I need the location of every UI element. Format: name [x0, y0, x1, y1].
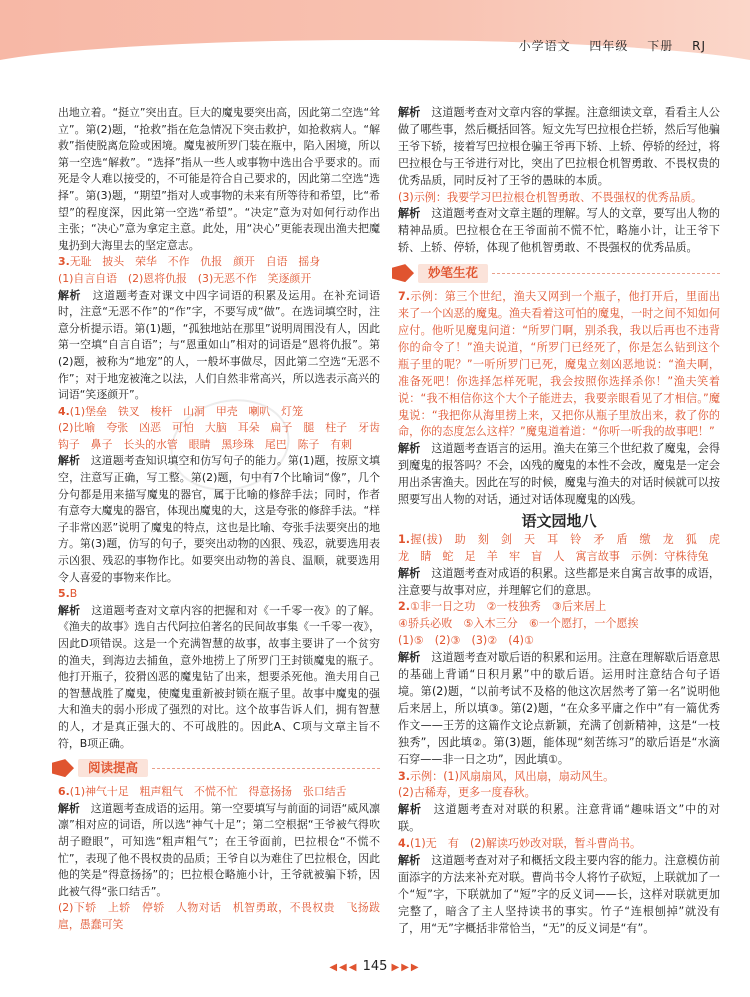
q7-number: 7. [398, 290, 410, 304]
r2-analysis [398, 206, 720, 257]
next-arrows-icon: ▶▶▶ [391, 962, 421, 973]
header-meta [505, 38, 706, 55]
q5-analysis-label: 解析 [58, 603, 81, 617]
section-writing-title: 妙笔生花 [418, 264, 488, 283]
g2-answer1: ①非一日之功 ②一枝独秀 ③后来居上 [409, 600, 607, 614]
g4-answer-text: (1)无 有 (2)解读巧妙改对联，暂斗曹尚书。 [409, 837, 642, 851]
g4-number: 4. [398, 837, 410, 851]
q5-answer: B [69, 587, 78, 601]
q3-answer1: 无耻 披头 荣华 不作 仇报 颜开 自语 摇身 [69, 255, 321, 269]
section-rule [152, 768, 380, 769]
g2-analysis-text: 这道题考查对歇后语的积累和运用。注意在理解歇后语意思的基础上背诵“日积月累”中的歇后语。运用时注意结合句子语境。第(2)题，“以前考试不及格的他这次居然考了第一名”说明他后来居上，所以填③。第(2)题，“在众多平庸之作中”有一篇优秀作文——王芳的这篇作文论点新颖，充满了创新精神，这是“一枝独秀”，因此填②。第(3)题，能体现“刻苦练习”的歇后语是“水滴石穿——非一日之功”，因此填①。 [398, 651, 720, 766]
q3-number: 3. [58, 255, 70, 269]
q6-answer2: (2)下轿 上轿 停轿 人物对话 机智勇敢，不畏权贵 飞扬跋扈，愚蠢可笑 [58, 901, 380, 931]
g1-analysis [398, 566, 720, 600]
r2-analysis-text: 这道题考查对文章主题的理解。写人的文章，要写出人物的精神品质。巴拉根仓在王爷面前不慌不忙，略施小计，让王爷下轿、上轿、停轿，体现了他机智勇敢、不畏强权的优秀品质。 [398, 207, 720, 255]
g3-answer2: (2)古稀寿，更多一度春秋。 [398, 786, 536, 800]
header-volume: 下册 [647, 39, 674, 53]
page-footer [0, 958, 750, 976]
right-column [398, 105, 732, 938]
section-reading-title: 阅读提高 [78, 759, 148, 778]
section-arrow-icon [52, 759, 74, 777]
g3-analysis-label: 解析 [398, 803, 422, 817]
garden-title: 语文园地八 [521, 511, 597, 530]
g3-analysis [398, 802, 720, 836]
q3-answer2: (1)自言自语 (2)恩将仇报 (3)无恶不作 笑逐颜开 [58, 271, 312, 285]
g2-analysis [398, 650, 720, 768]
g1-answer [398, 532, 732, 566]
g1-number: 1. [398, 532, 410, 546]
section-writing-header [392, 261, 720, 285]
g3-analysis-text: 这道题考查对对联的积累。注意背诵“趣味语文”中的对联。 [398, 803, 720, 834]
q4-analysis [58, 453, 380, 586]
r1-analysis-label: 解析 [398, 106, 421, 119]
q7-analysis-label: 解析 [398, 442, 421, 456]
q6-analysis [58, 801, 380, 901]
r1-analysis [398, 105, 720, 190]
prev-arrows-icon: ◀◀◀ [329, 962, 359, 973]
q5-answer-line [58, 586, 380, 603]
q4-analysis-label: 解析 [58, 454, 80, 468]
section-rule [492, 273, 720, 274]
q4-answer2: (2)比喻 夸张 凶恶 可怕 大脑 耳朵 扁子 腿 柱子 牙齿 钩子 鼻子 长头的水管 眼睛 黑珍珠 尾巴 陈子 有刺 [58, 421, 391, 451]
q3-analysis-text: 这道题考查对课文中四字词语的积累及运用。在补充词语时，注意“无恶不作”的“作”字，不要写成“做”。在选词填空时，注意分析提示语。第(1)题，“孤独地站在那里”说明周围没有人，因此第一空填“自言自语”；与“恩重如山”相对的词语是“恩将仇报”。第(2)题，被称为“地宠”的人，一般坏事做尽，因此第二空选“无恶不作”；对于地宠被淹之以法，人们自然非常高兴，所以选表示高兴的词语“笑逐颜开”。 [58, 288, 380, 402]
g1-analysis-text: 这道题考查对成语的积累。这些都是来自寓言故事的成语，注意要与故事对应，并理解它们的意思。 [398, 566, 720, 597]
g2-answer2: ④骄兵必败 ⑤入木三分 ⑥一个愿打，一个愿挨 [398, 617, 639, 631]
q6-answer1: (1)神气十足 粗声粗气 不慌不忙 得意扬扬 张口结舌 [69, 785, 347, 799]
header-grade: 四年级 [589, 39, 629, 53]
r1-analysis-text: 这道题考查对文章内容的掌握。注意细读文章，看看主人公做了哪些事，然后概括回答。短文先写巴拉根仓拦轿，然后写他骗王爷下轿，接着写巴拉根仓骗王爷再下轿、上轿、停轿的经过，将巴拉根仓与王爷进行对比，突出了巴拉根仓机智勇敢、不畏权贵的优秀品质，同时反衬了王爷的愚昧的本质。 [398, 106, 720, 187]
g2-number: 2. [398, 600, 410, 614]
q7-answer [398, 289, 720, 441]
q3-analysis [58, 288, 380, 404]
q6-number: 6. [58, 785, 70, 799]
q6-analysis-text: 这道题考查成语的运用。第一空要填写与前面的词语“威风凛凛”相对应的词语，所以选“神气十足”；第二空根据“王爷被气得吹胡子瞪眼”，可知选“粗声粗气”；在王爷面前，巴拉根仓“不慌不忙”，表现了他不畏权贵的品质；王爷自以为难住了巴拉根仓，因此他的笑是“得意扬扬”的；巴拉根仓略施小计，王爷就被骗下轿，因此被气得“张口结舌”。 [58, 801, 380, 898]
q6-analysis-label: 解析 [58, 801, 80, 815]
q4-answer1: (1)堡垒 铁叉 梭杆 山洞 甲壳 喇叭 灯笼 [69, 404, 303, 418]
q4-analysis-text: 这道题考查知识填空和仿写句子的能力。第(1)题，按原文填空，注意写正确，写工整。第(2)题，句中有7个比喻词“像”，几个分句都是用来描写魔鬼的器官，属于比喻的修辞手法；同时，作者有意夸大魔鬼的器官，体现出魔鬼的大，这是夸张的修辞手法。“样子非常凶恶”说明了魔鬼的特点，这也是比喻、夸张手法要突出的地方。第(3)题，仿写的句子，要突出动物的凶狠、残忍，就要选用表示凶狠、残忍的事物作比。如要突出动物的善良、温顺，就要选用令人喜爱的事物来作比。 [58, 454, 380, 584]
g4-analysis-text: 这道题考查对对子和概括文段主要内容的能力。注意模仿前面添字的方法来补充对联。曹尚书令人将竹子砍短，上联就加了一个“短”字，下联就加了“短”字的反义词——长，这样对联就更加完整了，暗含了主人坚持读书的事实。竹子“连根刨掉”就没有了，用“无”字概括非常恰当，“无”的反义词是“有”。 [398, 854, 720, 935]
g2-answer3: (1)⑤ (2)③ (3)② (4)① [398, 634, 534, 648]
g1-analysis-label: 解析 [398, 566, 421, 580]
page-number: 145 [362, 959, 388, 974]
q4-answer-line1 [58, 404, 380, 421]
q5-number: 5. [58, 587, 70, 601]
g4-analysis [398, 853, 720, 938]
q6-answer-line1 [58, 784, 380, 801]
section-reading-header [52, 756, 380, 780]
g2-analysis-label: 解析 [398, 651, 421, 665]
q7-answer-text: 示例：第三个世纪，渔夫又网到一个瓶子，他打开后，里面出来了一个凶恶的魔鬼。渔夫看着这可怕的魔鬼，一时之间不知如何应付。他听见魔鬼问道：“所罗门啊，别杀我，我以后再也不违背你的命令了！”渔夫说道，“所罗门已经死了，你是怎么钻到这个瓶子里的呢？”一听所罗门已死，魔鬼立刻凶恶地说：“渔夫啊，准备死吧！你选择怎样死呢，我会按照你选择杀你！”渔夫笑着说：“我不相信你这个大个子能进去，我要亲眼看见了才相信。”魔鬼说：“我把你从海里捞上来，又把你从瓶子里放出来，救了你的命，你的态度怎么这样？”魔鬼道着道：“你听一听我的故事吧！” [398, 290, 720, 439]
r2-analysis-label: 解析 [398, 207, 421, 221]
left-para-1: 出地立着。“挺立”突出直。巨大的魔鬼要突出高，因此第二空选“耸立”。第(2)题，“抢救”指在危急情况下突击救护，如抢救病人。“解救”指使脱离危险或困境。魔鬼被所罗门装在瓶中，陷入困境，所以第一空选“解救”。“选择”指从一些人或事物中选出合乎要求的。而死是令人难以接受的，不可能是符合自己要求的，因此第二空选“选择”。第(3)题，“期望”指对人或事物的未来有所等待和希望，比“希望”的程度深，因此第一空选“希望”。“决定”意为对如何行动作出主张；“决心”意为拿定主意。此处，用“决心”更能表现出渔夫把魔鬼扔到大海里去的坚定意志。 [58, 106, 380, 252]
g3-number: 3. [398, 769, 410, 783]
q5-analysis-text: 这道题考查对文章内容的把握和对《一千零一夜》的了解。《渔夫的故事》选自古代阿拉伯著名的民间故事集《一千零一夜》，因此D项错误。这是一个充满智慧的故事，故事主要讲了一个贫穷的渔夫，到海边去捕鱼，意外地捞上了所罗门王封锁魔鬼的瓶子。他打开瓶子，狡猾凶恶的魔鬼钻了出来，想要杀死他。渔夫用自己的智慧战胜了魔鬼，使魔鬼重新被封锁在瓶子里。故事中魔鬼的强大和渔夫的弱小形成了强烈的对比。这个故事告诉人们，拥有智慧的人，才是真正强大的、不可战胜的。因此A、C项与文章主旨不符，B项正确。 [58, 603, 380, 750]
g4-answer [398, 836, 720, 853]
g3-answer-line1 [398, 769, 720, 786]
q3-analysis-label: 解析 [58, 288, 82, 302]
g1-answer-text: 握(拔) 助 刻 剑 天 耳 铃 矛 盾 缴 龙 狐 虎 龙 睛 蛇 足 羊 牢 盲 人 寓言故事 示例：守株待兔 [398, 532, 732, 563]
q3-answer-line1 [58, 254, 380, 271]
q7-analysis-text: 这道题考查语言的运用。渔夫在第三个世纪救了魔鬼，会得到魔鬼的报答吗？不会，凶残的魔鬼的本性不会改，魔鬼是一定会用出杀害渔夫。因此在写的时候，魔鬼与渔夫的对话时候就可以按照要写出人物的对话，通过对话体现魔鬼的凶残。 [398, 442, 720, 507]
g3-answer1: 示例：(1)风扇扇风，风出扇，扇动风生。 [409, 769, 615, 783]
left-column [58, 105, 391, 934]
q4-number: 4. [58, 404, 70, 418]
r2-answer: (3)示例：我要学习巴拉根仓机智勇敢、不畏强权的优秀品质。 [398, 190, 703, 204]
section-arrow-icon [392, 264, 414, 282]
q5-analysis [58, 603, 380, 752]
g4-analysis-label: 解析 [398, 854, 421, 868]
q7-analysis [398, 441, 720, 509]
header-subject: 小学语文 [518, 39, 571, 53]
header-edition: RJ [692, 39, 706, 53]
g2-answer-line1 [398, 599, 720, 616]
